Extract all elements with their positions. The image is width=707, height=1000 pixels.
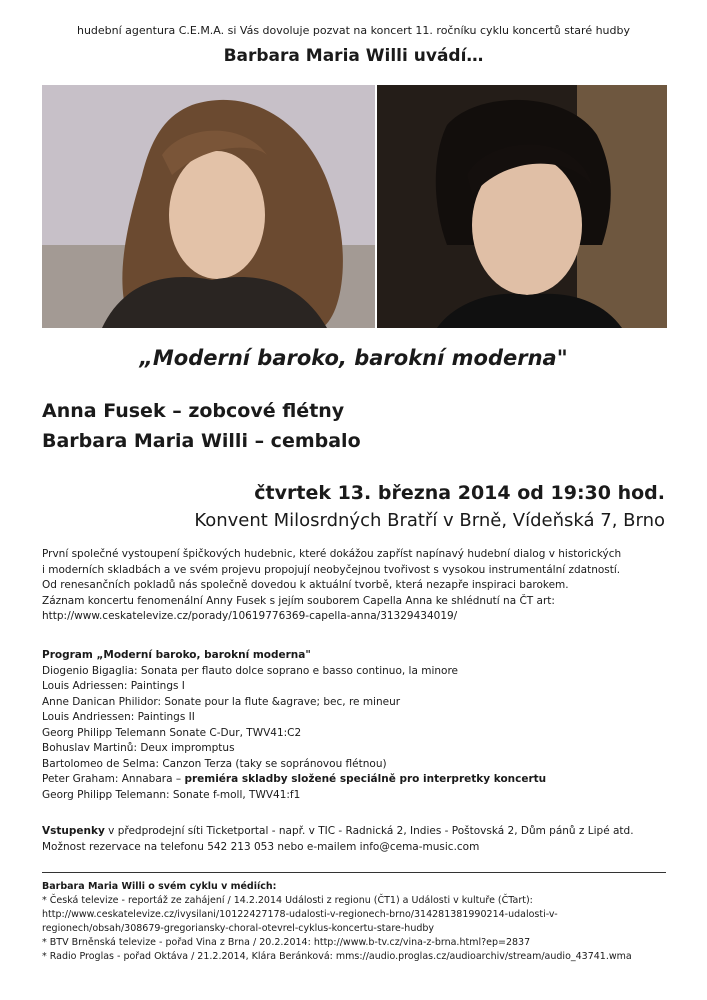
media-line: * Česká televize - reportáž ze zahájení / 14.2.2014 Události z regionu (ČT1) a Události v kultuře (ČTart): (42, 895, 533, 906)
description-line: První společné vystoupení špičkových hudebnic, které dokážou zapříst napínavý hudební dialog v historických (42, 548, 622, 560)
program-item: Georg Philipp Telemann: Sonate f-moll, TWV41:f1 (42, 788, 301, 801)
media-section (42, 880, 670, 964)
performer-anna-fusek: Anna Fusek – zobcové flétny (42, 400, 345, 422)
concert-date: čtvrtek 13. března 2014 od 19:30 hod. (254, 482, 665, 504)
concert-title: „Moderní baroko, barokní moderna" (139, 346, 568, 370)
program-item: Diogenio Bigaglia: Sonata per flauto dolce soprano e basso continuo, la minore (42, 664, 459, 677)
description-line: Od renesančních pokladů nás společně dovedou k aktuální tvorbě, která nezapře inspiraci barokem. (42, 579, 569, 591)
program-item: Georg Philipp Telemann Sonate C-Dur, TWV41:C2 (42, 726, 302, 739)
program-item-graham-prefix: Peter Graham: Annabara – (42, 773, 185, 785)
media-link[interactable]: http://www.ceskatelevize.cz/ivysilani/10122427178-udalosti-v-regionech-brno/314281381990214-udalosti-v- (42, 909, 558, 920)
performer-barbara-maria-willi: Barbara Maria Willi – cembalo (42, 430, 361, 452)
media-link[interactable]: regionech/obsah/308679-gregoriansky-choral-otevrel-cyklus-koncertu-stare-hudby (42, 923, 435, 934)
tickets-line (42, 824, 670, 840)
program-item-graham-premiere: premiéra skladby složené speciálně pro interpretky koncertu (184, 773, 547, 785)
description-line: i moderních skladbách a ve svém projevu propojují neobyčejnou tvořivost s vysokou instrumentální zdatností. (42, 563, 621, 576)
media-line[interactable]: * BTV Brněnská televize - pořad Vina z Brna / 20.2.2014: http://www.b-tv.cz/vina-z-brna.html?ep=2837 (42, 937, 531, 948)
program-item: Louis Adriessen: Paintings I (42, 680, 185, 692)
photo-barbara-maria-willi (377, 85, 667, 328)
program-item-graham (42, 772, 670, 788)
tickets-text: v předprodejní síti Ticketportal - např. v TIC - Radnická 2, Indies - Poštovská 2, Dům pánů z Lipé atd. (104, 825, 634, 837)
program-item: Bartolomeo de Selma: Canzon Terza (taky se sopránovou flétnou) (42, 757, 387, 770)
program-item: Bohuslav Martinů: Deux impromptus (42, 742, 235, 754)
concert-venue: Konvent Milosrdných Bratří v Brně, Vídeňská 7, Brno (194, 510, 665, 531)
program-title: Program „Moderní baroko, barokní moderna" (42, 649, 311, 661)
program-item: Louis Andriessen: Paintings II (42, 711, 195, 723)
tickets-info (42, 824, 670, 855)
photo-anna-fusek (42, 85, 375, 328)
program-list (42, 648, 670, 803)
ct-art-link[interactable]: http://www.ceskatelevize.cz/porady/10619776369-capella-anna/31329434019/ (42, 610, 458, 622)
presenter-heading: Barbara Maria Willi uvádí… (223, 46, 484, 66)
media-heading: Barbara Maria Willi o svém cyklu v médiích: (42, 881, 277, 892)
description (42, 547, 670, 625)
media-line[interactable]: * Radio Proglas - pořad Oktáva / 21.2.2014, Klára Beránková: mms://audio.proglas.cz/audioarchiv/stream/audio_43741.wma (42, 951, 632, 962)
description-line: Záznam koncertu fenomenální Anny Fusek s jejím souborem Capella Anna ke shlédnutí na ČT art: (42, 594, 555, 607)
intro-text: hudební agentura C.E.M.A. si Vás dovoluje pozvat na koncert 11. ročníku cyklu koncertů staré hudby (76, 24, 631, 37)
divider (42, 872, 666, 873)
program-item: Anne Danican Philidor: Sonate pour la flute &agrave; bec, re mineur (42, 695, 401, 708)
reservation-line: Možnost rezervace na telefonu 542 213 053 nebo e-mailem info@cema-music.com (42, 840, 480, 853)
tickets-label: Vstupenky (42, 825, 105, 837)
